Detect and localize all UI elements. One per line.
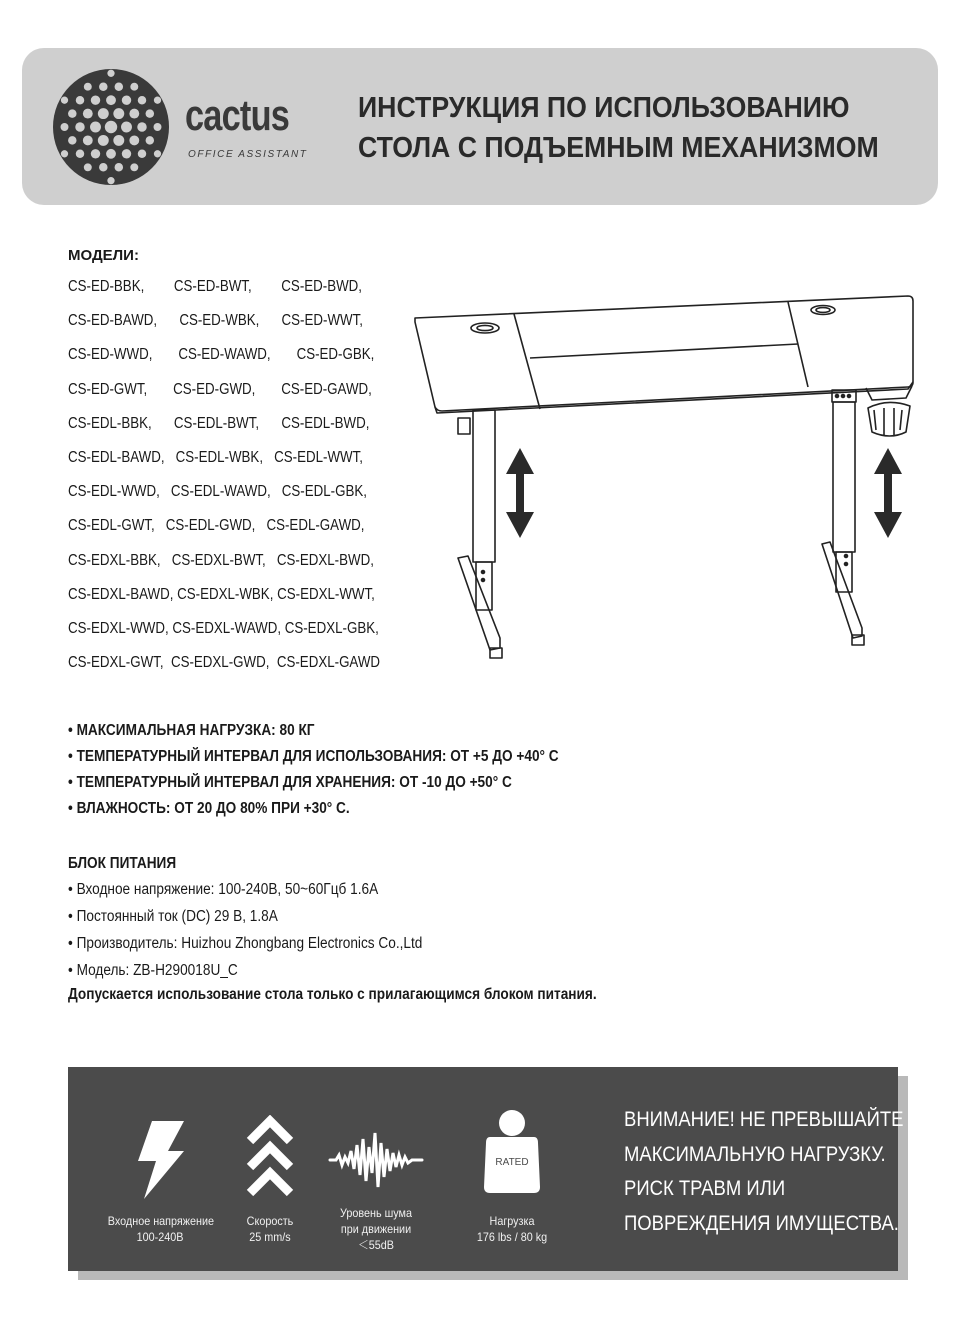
brand-tagline: OFFICE ASSISTANT [188, 149, 308, 160]
power-supply-heading: БЛОК ПИТАНИЯ [68, 855, 177, 872]
warning-text: ВНИМАНИЕ! НЕ ПРЕВЫШАЙТЕ МАКСИМАЛЬНУЮ НАГРУЗКУ. РИСК ТРАВМ ИЛИ ПОВРЕЖДЕНИЯ ИМУЩЕСТВА. [624, 1108, 904, 1235]
spec-max-load: • МАКСИМАЛЬНАЯ НАГРУЗКА: 80 КГ [68, 722, 315, 739]
spec-storage-temp: • ТЕМПЕРАТУРНЫЙ ИНТЕРВАЛ ДЛЯ ХРАНЕНИЯ: ОТ -10 ДО +50° С [68, 774, 512, 791]
model-row: CS-EDL-WWD, CS-EDL-WAWD, CS-EDL-GBK, [68, 483, 367, 501]
model-row: CS-EDXL-GWT, CS-EDXL-GWD, CS-EDXL-GAWD [68, 654, 381, 672]
honeycomb-logo-icon [52, 68, 170, 186]
model-row: CS-ED-WWD, CS-ED-WAWD, CS-ED-GBK, [68, 346, 375, 364]
title-line-1: ИНСТРУКЦИЯ ПО ИСПОЛЬЗОВАНИЮ [358, 92, 850, 124]
header-banner [22, 48, 938, 205]
model-row: CS-EDXL-BAWD, CS-EDXL-WBK, CS-EDXL-WWT, [68, 585, 375, 603]
up-down-arrow-icon [506, 448, 534, 538]
psu-item: • Входное напряжение: 100-240В, 50~60Гцб 1.6А [68, 881, 379, 898]
load-caption: Нагрузка 176 lbs / 80 kg [476, 1214, 548, 1244]
power-supply-note: Допускается использование стола только с прилагающимся блоком питания. [68, 986, 597, 1003]
sound-wave-icon [328, 1127, 424, 1193]
psu-item: • Производитель: Huizhou Zhongbang Electronics Co.,Ltd [68, 935, 423, 952]
model-row: CS-ED-GWT, CS-ED-GWD, CS-ED-GAWD, [68, 380, 372, 398]
models-heading: МОДЕЛИ: [68, 247, 139, 264]
model-row: CS-EDL-BBK, CS-EDL-BWT, CS-EDL-BWD, [68, 414, 370, 432]
model-row: CS-EDL-GWT, CS-EDL-GWD, CS-EDL-GAWD, [68, 517, 365, 535]
model-row: CS-EDXL-BBK, CS-EDXL-BWT, CS-EDXL-BWD, [68, 551, 374, 569]
spec-operating-temp: • ТЕМПЕРАТУРНЫЙ ИНТЕРВАЛ ДЛЯ ИСПОЛЬЗОВАНИЯ: ОТ +5 ДО +40° С [68, 748, 559, 765]
info-panel [68, 1067, 904, 1271]
model-row: CS-EDXL-WWD, CS-EDXL-WAWD, CS-EDXL-GBK, [68, 619, 379, 637]
page-title [358, 88, 879, 168]
specs-list [68, 722, 626, 826]
noise-caption: Уровень шума при движении ＜55dB [340, 1206, 412, 1252]
models-list [68, 278, 431, 688]
chevrons-up-icon [246, 1115, 294, 1203]
brand-name: cactus [185, 91, 290, 140]
model-row: CS-ED-BAWD, CS-ED-WBK, CS-ED-WWT, [68, 312, 363, 330]
lightning-icon [132, 1119, 186, 1201]
psu-item: • Постоянный ток (DC) 29 В, 1.8А [68, 908, 278, 925]
up-down-arrow-icon [874, 448, 902, 538]
desk-illustration [410, 290, 920, 670]
speed-caption: Скорость 25 mm/s [246, 1214, 294, 1244]
weight-icon [482, 1107, 542, 1197]
model-row: CS-EDL-BAWD, CS-EDL-WBK, CS-EDL-WWT, [68, 448, 364, 466]
spec-humidity: • ВЛАЖНОСТЬ: ОТ 20 ДО 80% ПРИ +30° С. [68, 800, 350, 817]
psu-item: • Модель: ZB-H290018U_C [68, 962, 238, 979]
rated-badge: RATED [495, 1157, 529, 1168]
model-row: CS-ED-BBK, CS-ED-BWT, CS-ED-BWD, [68, 278, 363, 295]
voltage-caption: Входное напряжение 100-240В [107, 1214, 214, 1244]
title-line-2: СТОЛА С ПОДЪЕМНЫМ МЕХАНИЗМОМ [358, 132, 879, 164]
power-supply-list [68, 881, 471, 989]
